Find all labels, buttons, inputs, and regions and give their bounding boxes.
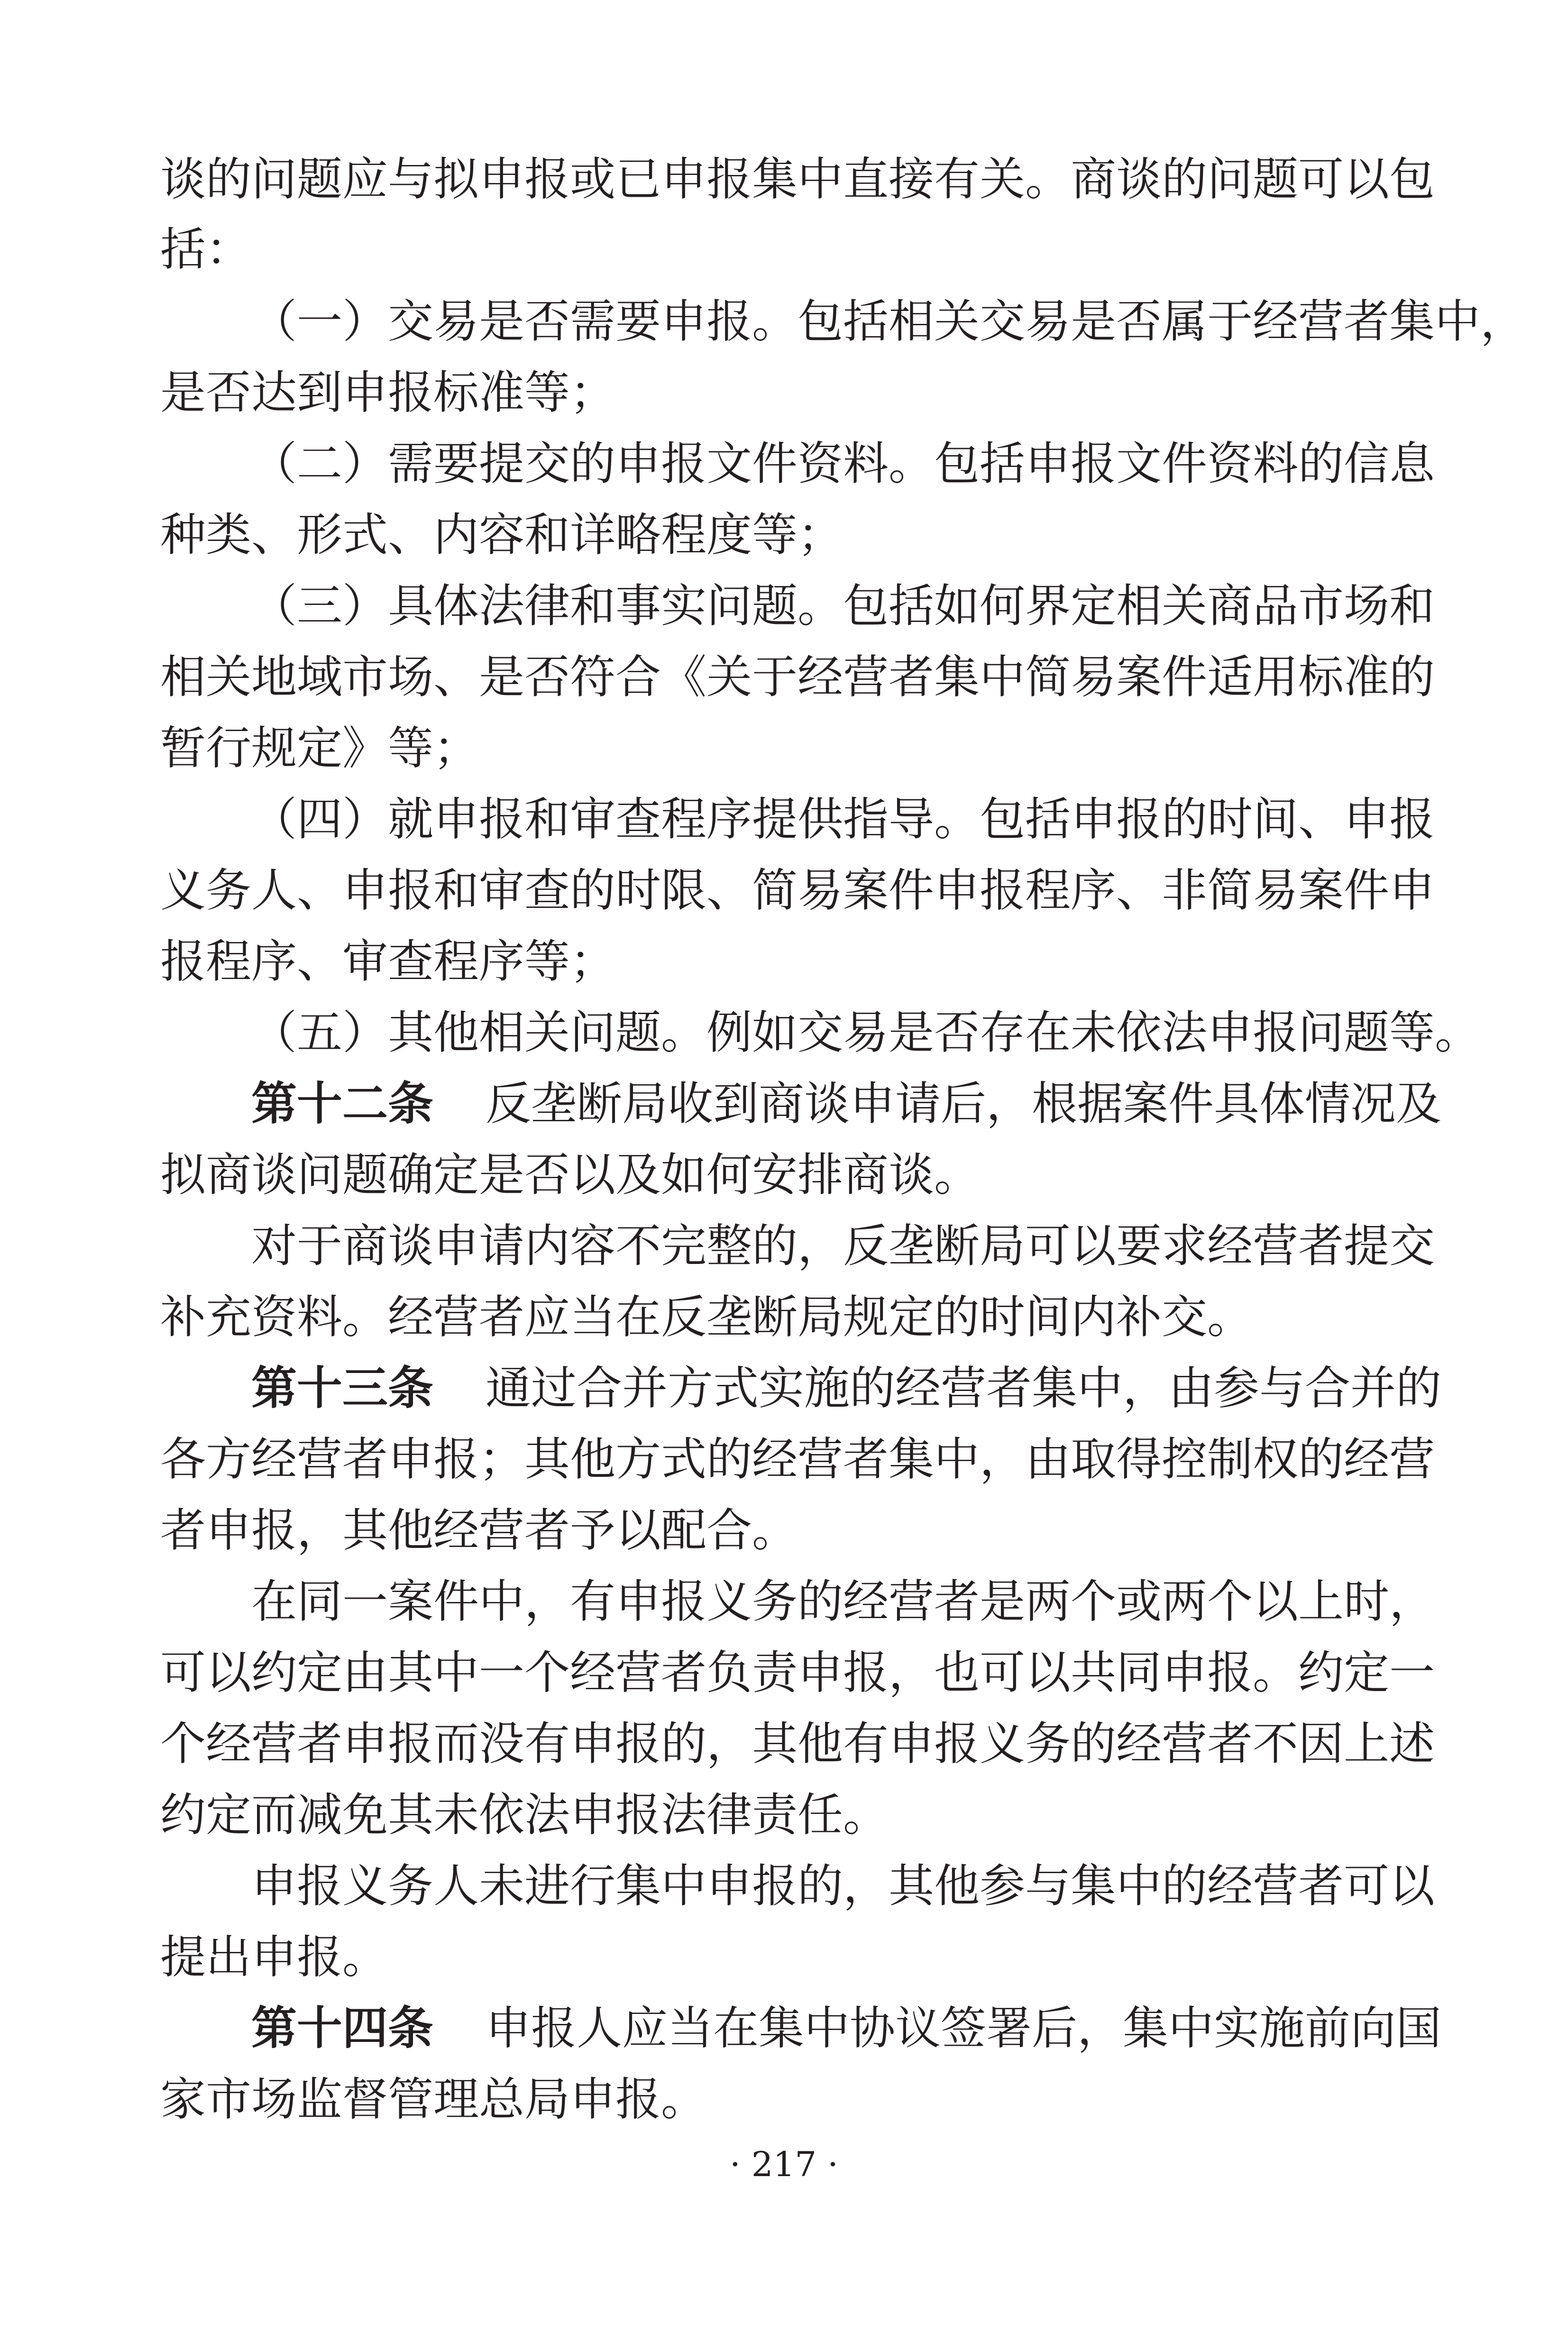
- article-13-first-line: [251, 1360, 1441, 1417]
- article-12-first-line: [251, 1075, 1441, 1132]
- clause-item-5: （五）其他相关问题。例如交易是否存在未依法申报问题等。: [251, 1006, 1480, 1059]
- body-text-line: 报程序、审查程序等；: [160, 935, 615, 988]
- body-text-line: 提出申报。: [160, 1931, 388, 1984]
- body-text-line: 谈的问题应与拟申报或已申报集中直接有关。商谈的问题可以包: [160, 153, 1435, 206]
- body-text-line: 家市场监督管理总局申报。: [160, 2073, 706, 2126]
- paragraph-first-line: 对于商谈申请内容不完整的，反垄断局可以要求经营者提交: [251, 1219, 1435, 1272]
- clause-item-1: （一）交易是否需要申报。包括相关交易是否属于经营者集中，: [251, 295, 1526, 348]
- article-text: 申报人应当在集中协议签署后，集中实施前向国: [486, 2002, 1441, 2055]
- body-text-line: 者申报，其他经营者予以配合。: [160, 1504, 798, 1557]
- article-heading: 第十三条: [251, 1362, 433, 1415]
- article-heading: 第十四条: [251, 2002, 433, 2055]
- clause-item-3: （三）具体法律和事实问题。包括如何界定相关商品市场和: [251, 579, 1435, 632]
- clause-item-2: （二）需要提交的申报文件资料。包括申报文件资料的信息: [251, 437, 1435, 490]
- article-14-first-line: [251, 2000, 1441, 2057]
- body-text-line: 义务人、申报和审查的时限、简易案件申报程序、非简易案件申: [160, 864, 1435, 917]
- body-text-line: 暂行规定》等；: [160, 722, 479, 775]
- body-text-line: 相关地域市场、是否符合《关于经营者集中简易案件适用标准的: [160, 650, 1435, 704]
- body-text-line: 约定而减免其未依法申报法律责任。: [160, 1788, 889, 1841]
- body-text-line: 拟商谈问题确定是否以及如何安排商谈。: [160, 1148, 980, 1201]
- body-text-line: 是否达到申报标准等；: [160, 366, 615, 419]
- body-text-line: 可以约定由其中一个经营者负责申报，也可以共同申报。约定一: [160, 1646, 1435, 1699]
- paragraph-first-line: 申报义务人未进行集中申报的，其他参与集中的经营者可以: [251, 1859, 1435, 1913]
- page-number: · 217 ·: [730, 2144, 838, 2184]
- article-text: 反垄断局收到商谈申请后，根据案件具体情况及: [486, 1077, 1441, 1130]
- body-text-line: 各方经营者申报；其他方式的经营者集中，由取得控制权的经营: [160, 1433, 1435, 1486]
- body-text-line: 种类、形式、内容和详略程度等；: [160, 508, 843, 561]
- body-text-line: 个经营者申报而没有申报的，其他有申报义务的经营者不因上述: [160, 1717, 1435, 1770]
- article-text: 通过合并方式实施的经营者集中，由参与合并的: [486, 1362, 1441, 1415]
- body-text-line: 括：: [160, 223, 251, 276]
- paragraph-first-line: 在同一案件中，有申报义务的经营者是两个或两个以上时，: [251, 1575, 1435, 1628]
- body-text-line: 补充资料。经营者应当在反垄断局规定的时间内补交。: [160, 1290, 1253, 1344]
- article-heading: 第十二条: [251, 1077, 433, 1130]
- clause-item-4: （四）就申报和审查程序提供指导。包括申报的时间、申报: [251, 793, 1435, 846]
